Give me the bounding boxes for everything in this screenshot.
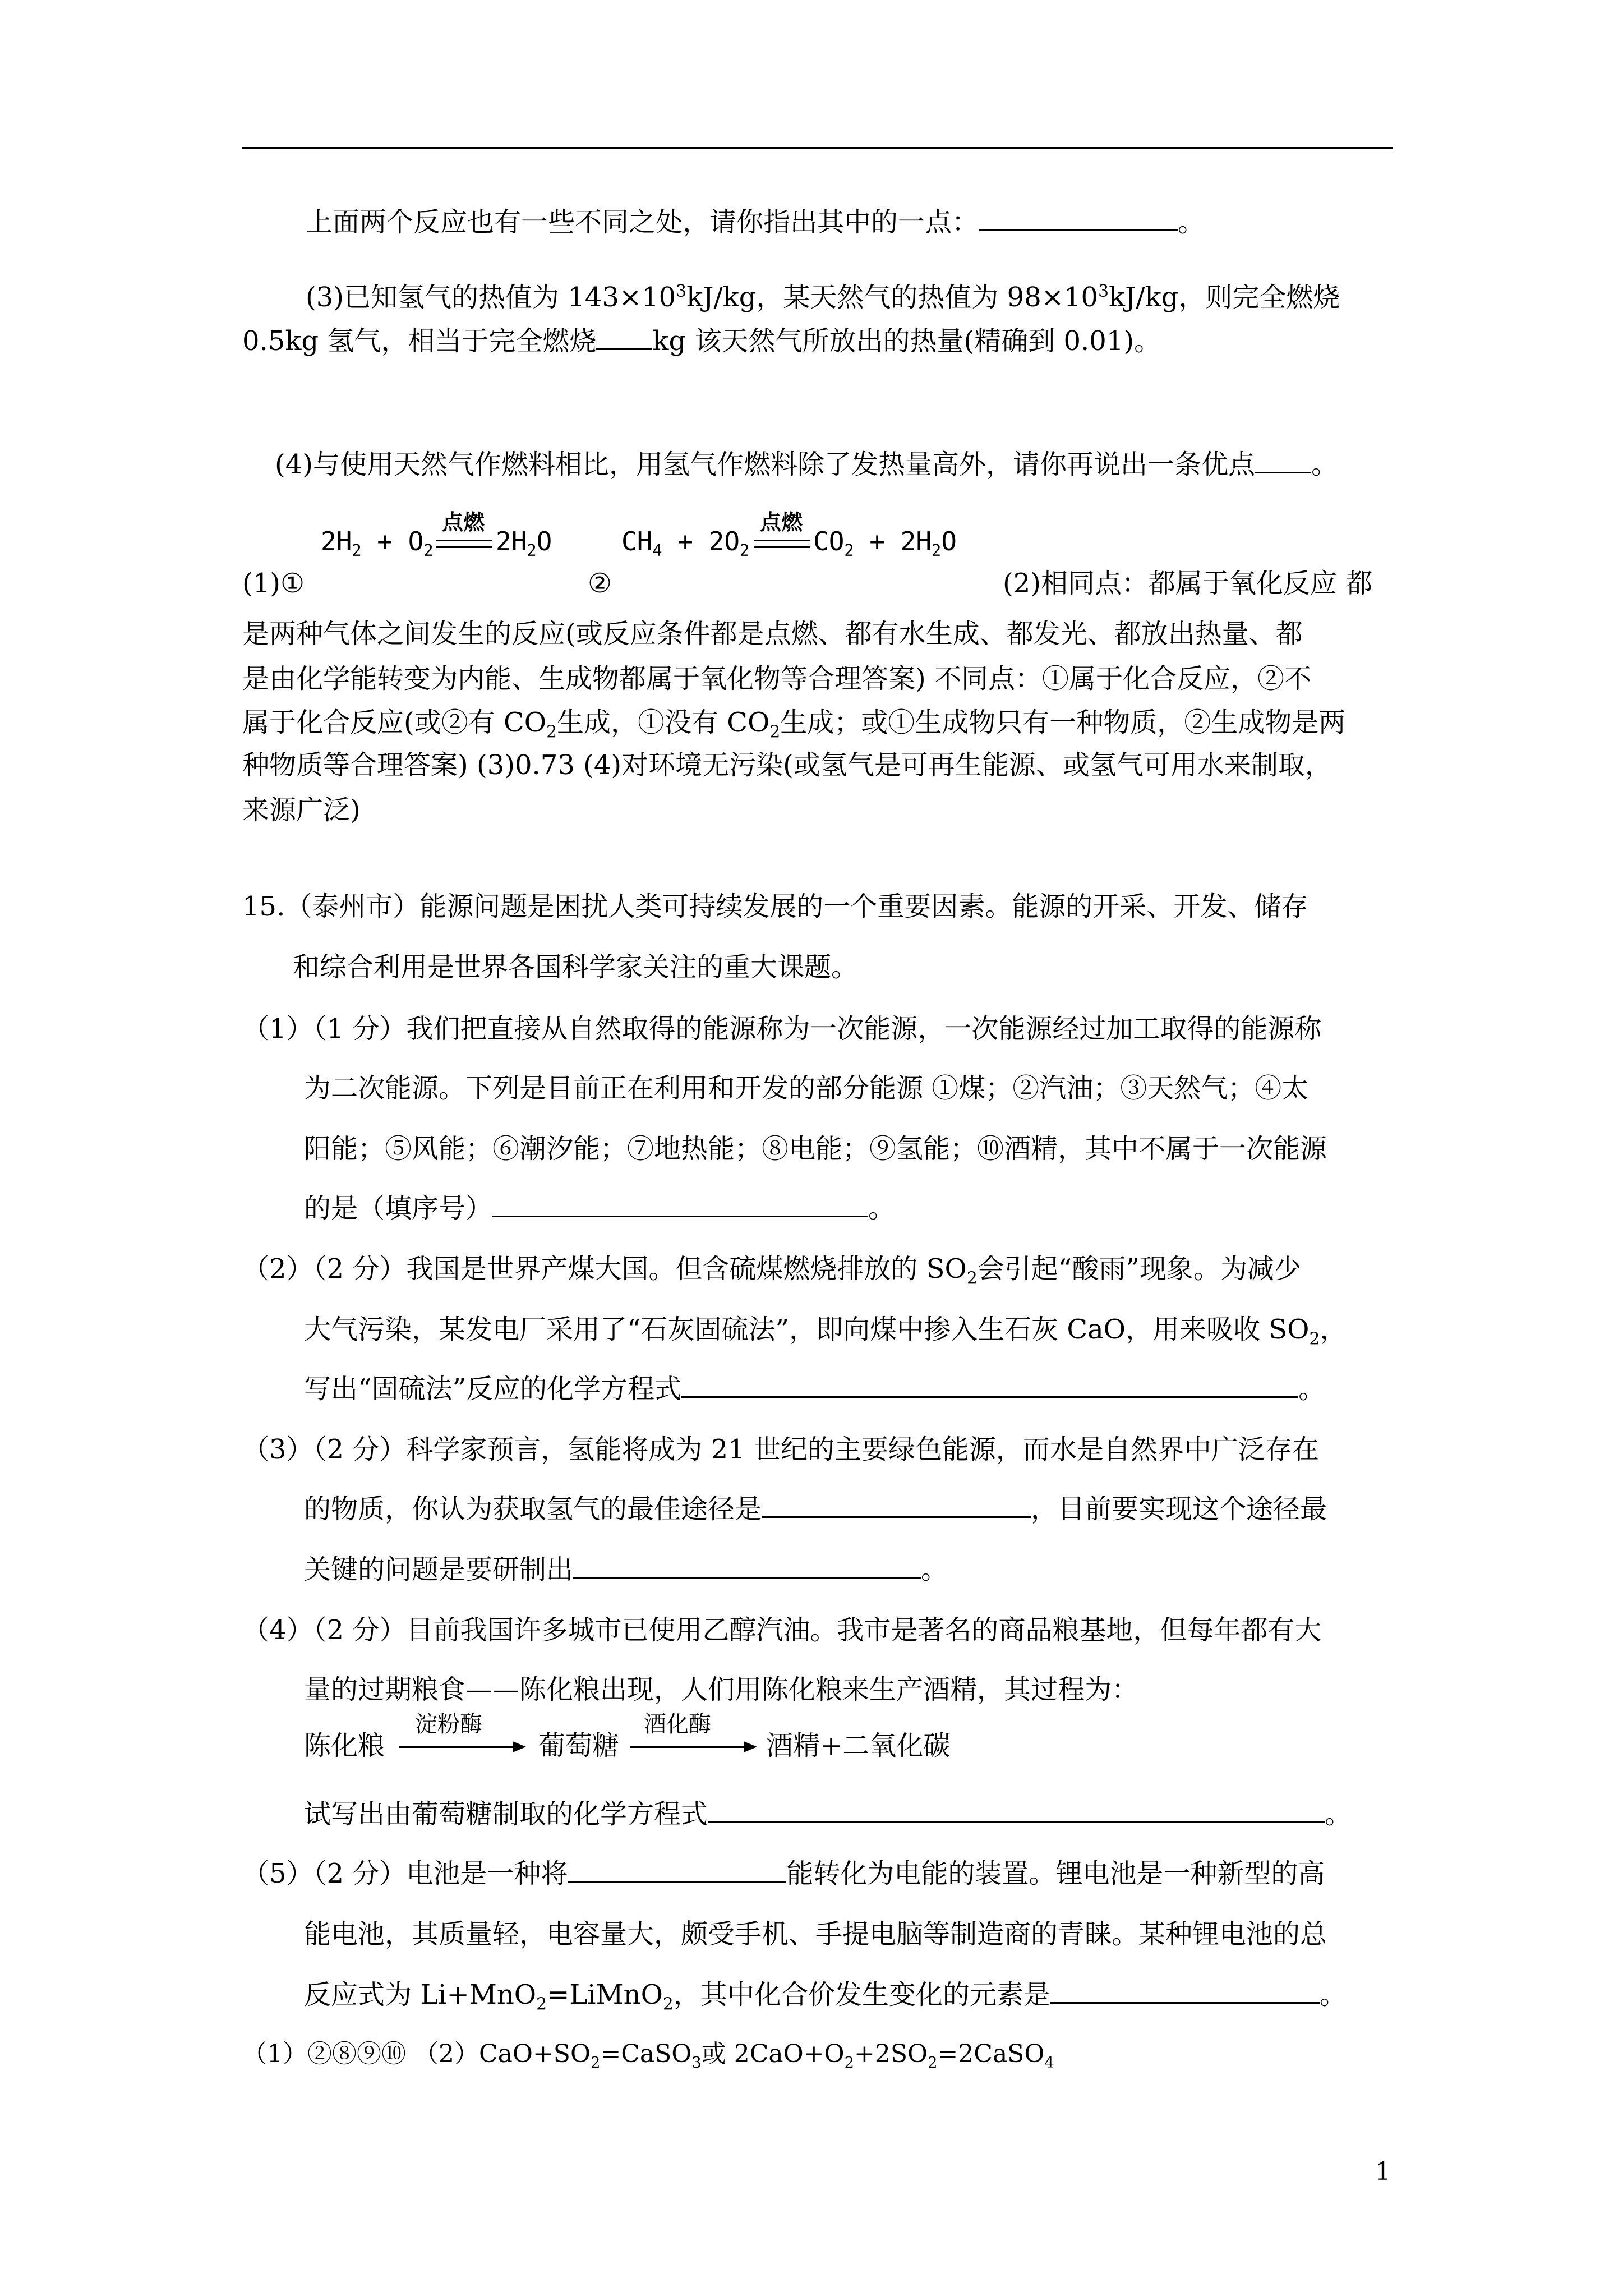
process-stage-3: 酒精+二氧化碳 [766, 1730, 951, 1761]
subscript: 3 [691, 2054, 702, 2072]
header-rule [242, 147, 1393, 149]
equation-2-product [813, 526, 957, 560]
equals-sign-2 [754, 540, 810, 548]
text: 或 2CaO+O [701, 2040, 845, 2068]
subscript: 2 [1309, 1329, 1320, 1349]
subscript: 2 [591, 2054, 601, 2072]
answer-line-2: 是两种气体之间发生的反应(或反应条件都是点燃、都有水生成、都发光、都放出热量、都 [242, 618, 1303, 650]
q15-part3-line1: （3）（2 分）科学家预言，氢能将成为 21 世纪的主要绿色能源，而水是自然界中广泛存在 [242, 1434, 1319, 1465]
eq-text: CH [621, 526, 653, 556]
text: （5）（2 分）电池是一种将 [242, 1858, 568, 1889]
eq-text: O [941, 526, 957, 556]
eq-sub: 2 [423, 541, 434, 560]
answer-label-2: ② [588, 568, 612, 599]
text: =LiMnO [547, 1979, 663, 2010]
q15-part3-line3 [304, 1553, 948, 1586]
text: 试写出由葡萄糖制取的化学方程式 [304, 1798, 708, 1830]
text: kJ/kg，某天然气的热值为 98×10 [686, 282, 1099, 313]
text: ，其中化合价发生变化的元素是 [673, 1979, 1050, 2010]
subscript: 2 [769, 722, 781, 742]
subscript: 2 [928, 2054, 938, 2072]
q15-part4-line1: （4）（2 分）目前我国许多城市已使用乙醇汽油。我市是著名的商品粮基地，但每年都有大 [242, 1614, 1322, 1646]
answer-line-3: 是由化学能转变为内能、生成物都属于氧化物等合理答案) 不同点：①属于化合反应，②不 [242, 663, 1311, 694]
text: 写出“固硫法”反应的化学方程式 [304, 1373, 682, 1405]
q15-answer-line [242, 2037, 1054, 2071]
eq-sub: 2 [932, 541, 942, 560]
eq-sub: 2 [527, 541, 537, 560]
q15-part1-line3: 阳能；⑤风能；⑥潮汐能；⑦地热能；⑧电能；⑨氢能；⑩酒精，其中不属于一次能源 [304, 1133, 1327, 1165]
text: 。 [1298, 1373, 1326, 1405]
eq-sub: 2 [740, 541, 750, 560]
text: ， [1320, 1314, 1347, 1345]
answer-line-6: 来源广泛) [242, 794, 361, 826]
answer-same-point: (2)相同点：都属于氧化反应 都 [1003, 568, 1373, 599]
answer-blank[interactable] [708, 1799, 1325, 1823]
equals-sign-1 [436, 540, 492, 548]
text: 属于化合反应(或②有 CO [242, 707, 547, 738]
q15-part2-line1 [242, 1252, 1301, 1289]
q15-part5-line2: 能电池，其质量轻，电容量大，颇受手机、手提电脑等制造商的青睐。某种锂电池的总 [304, 1918, 1327, 1950]
text: (3)已知氢气的热值为 143×10 [306, 282, 676, 313]
condition-label-1: 点燃 [442, 510, 485, 535]
answer-blank[interactable] [1050, 1980, 1320, 2004]
answer-blank[interactable] [568, 1858, 786, 1883]
subscript: 2 [844, 2054, 854, 2072]
q15-part3-line2 [304, 1492, 1327, 1526]
q15-part2-line3 [304, 1372, 1325, 1406]
answer-blank[interactable] [596, 326, 652, 350]
answer-blank[interactable] [1255, 449, 1311, 473]
q15-part1-line2: 为二次能源。下列是目前正在利用和开发的部分能源 ①煤；②汽油；③天然气；④太 [304, 1073, 1309, 1104]
answer-line-5: 种物质等合理答案) (3)0.73 (4)对环境无污染(或氢气是可再生能源、或氢气可用水来制取， [242, 749, 1332, 781]
equation-1 [321, 526, 434, 560]
text: 的物质，你认为获取氢气的最佳途径是 [304, 1493, 762, 1525]
eq-text: 2H [321, 526, 352, 556]
exponent: 3 [676, 282, 687, 301]
eq-text: + O [361, 526, 424, 556]
answer-label-1: (1)① [242, 568, 305, 599]
text: 反应式为 Li+MnO [304, 1979, 537, 2010]
process-arrow-2 [630, 1746, 754, 1748]
q15-part5-line3 [304, 1978, 1347, 2012]
text: (4)与使用天然气作燃料相比，用氢气作燃料除了发热量高外，请你再说出一条优点 [275, 449, 1255, 480]
answer-blank[interactable] [762, 1494, 1031, 1518]
q15-part2-line2 [304, 1313, 1347, 1349]
answer-blank[interactable] [681, 1374, 1298, 1398]
text: 上面两个反应也有一些不同之处，请你指出其中的一点： [306, 206, 979, 238]
arrow-label-1: 淀粉酶 [415, 1711, 482, 1737]
eq-text: CO [813, 526, 845, 556]
page-number: 1 [1375, 2157, 1391, 2186]
eq-sub: 2 [844, 541, 854, 560]
text: ，目前要实现这个途径最 [1031, 1493, 1327, 1525]
text: =CaSO [600, 2040, 692, 2068]
question-3-line1 [306, 280, 1340, 314]
answer-blank[interactable] [979, 207, 1178, 231]
text: 。 [1325, 1798, 1352, 1830]
text: 的是（填序号） [304, 1193, 493, 1224]
text: kg 该天然气所放出的热量(精确到 0.01)。 [652, 325, 1161, 357]
text: 。 [1311, 449, 1339, 480]
eq-text: O [536, 526, 552, 556]
text: 生成，①没有 CO [557, 707, 770, 738]
text: （1）②⑧⑨⑩ （2）CaO+SO [242, 2040, 591, 2068]
text: 。 [1319, 1979, 1347, 2010]
answer-blank[interactable] [492, 1193, 868, 1217]
subscript: 2 [546, 722, 557, 742]
q15-part4-line2: 量的过期粮食——陈化粮出现，人们用陈化粮来生产酒精，其过程为： [304, 1674, 1139, 1705]
subscript: 2 [966, 1268, 978, 1289]
eq-text: + 2O [662, 526, 740, 556]
text: 。 [1178, 206, 1205, 238]
subscript: 2 [662, 1994, 674, 2014]
q15-part4-line4 [304, 1797, 1352, 1831]
eq-text: + 2H [854, 526, 932, 556]
question-3-line2 [242, 324, 1161, 358]
eq-sub: 2 [352, 541, 362, 560]
eq-text: 2H [496, 526, 527, 556]
text: 0.5kg 氢气，相当于完全燃烧 [242, 325, 597, 357]
text: +2SO [854, 2040, 928, 2068]
q15-part5-line1 [242, 1857, 1325, 1890]
text: 。 [921, 1554, 948, 1585]
process-stage-2: 葡萄糖 [538, 1730, 620, 1761]
answer-line-4 [242, 706, 1346, 742]
text: =2CaSO [937, 2040, 1045, 2068]
condition-label-2: 点燃 [760, 510, 803, 535]
process-arrow-1 [399, 1746, 523, 1748]
text: 关键的问题是要研制出 [304, 1554, 574, 1585]
q15-part1-line1: （1）（1 分）我们把直接从自然取得的能源称为一次能源，一次能源经过加工取得的能源称 [242, 1013, 1322, 1045]
q15-part1-line4 [304, 1191, 895, 1225]
subscript: 4 [1044, 2054, 1054, 2072]
subscript: 2 [536, 1994, 547, 2014]
text: 大气污染，某发电厂采用了“石灰固硫法”，即向煤中掺入生石灰 CaO，用来吸收 SO [304, 1314, 1310, 1345]
reaction-difference-line [306, 205, 1205, 239]
process-stage-1: 陈化粮 [304, 1730, 385, 1761]
answer-blank[interactable] [573, 1554, 921, 1579]
eq-sub: 4 [652, 541, 662, 560]
arrow-label-2: 酒化酶 [644, 1711, 711, 1737]
equation-2 [621, 526, 750, 560]
equation-1-product [496, 526, 552, 560]
text: （2）（2 分）我国是世界产煤大国。但含硫煤燃烧排放的 SO [242, 1253, 967, 1285]
text: 能转化为电能的装置。锂电池是一种新型的高 [786, 1858, 1325, 1889]
exponent: 3 [1098, 282, 1109, 301]
text: 。 [868, 1193, 896, 1224]
text: 会引起“酸雨”现象。为减少 [977, 1253, 1301, 1285]
question-4-line [275, 448, 1338, 481]
q15-intro-2: 和综合利用是世界各国科学家关注的重大课题。 [293, 951, 859, 983]
q15-intro-1: 15.（泰州市）能源问题是困扰人类可持续发展的一个重要因素。能源的开采、开发、储存 [242, 891, 1308, 922]
text: 生成；或①生成物只有一种物质，②生成物是两 [780, 707, 1346, 738]
text: kJ/kg，则完全燃烧 [1109, 282, 1340, 313]
